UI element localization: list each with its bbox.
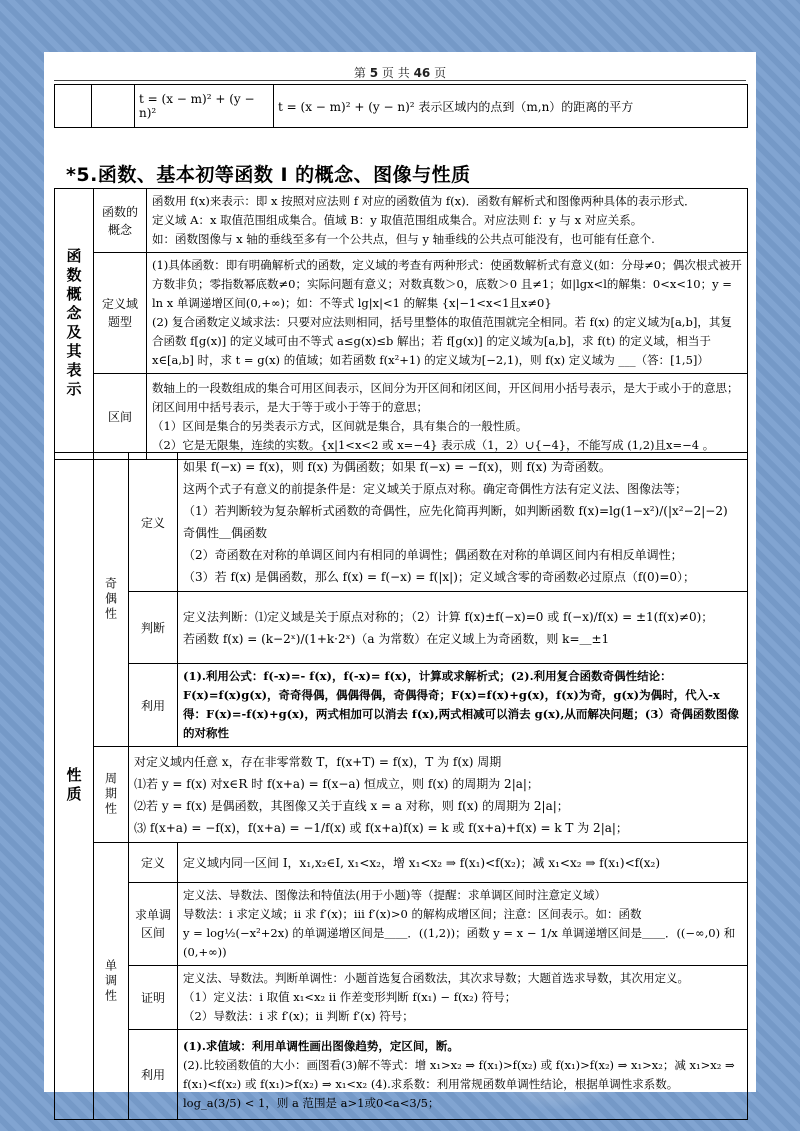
text-line: 导数法：i 求定义域；ii 求 f′(x)；iii f′(x)>0 的解构成增区间；注意：区间表示。如：函数 [183,907,642,921]
parity-def-content [178,453,748,592]
top-formula-cell: t = (x − m)² + (y − n)² [135,85,274,128]
text-line: (1)具体函数：即有明确解析式的函数，定义域的考查有两种形式：使函数解析式有意义(如：分母≠0；偶次根式被开方数非负；零指数幂底数≠0；实际问题有意义；对数真数＞0，底数＞0 且≠1；如|lgx<l的解集：0<x<10；y = ln x 单调递增区间(0,+∞)；如：不等式 lg|x|<1 的解集 {x|−1<x<1且x≠0} [152,258,742,310]
text-line: ⑴若 y = f(x) 对x∈R 时 f(x+a) = f(x−a) 恒成立，则 f(x) 的周期为 2|a|； [134,776,539,791]
text-line: （1）区间是集合的另类表示方式，区间就是集合，具有集合的一般性质。 [152,418,528,433]
text-line: ⑵若 y = f(x) 是偶函数，其图像又关于直线 x = a 对称，则 f(x) 的周期为 2|a|； [134,798,569,813]
text-line: ⑶ f(x+a) = −f(x)，f(x+a) = −1/f(x) 或 f(x+a)f(x) = k 或 f(x+a)+f(x) = k T 为 2|a|； [134,820,628,835]
concept-table [54,188,748,460]
text-line: 这两个式子有意义的前提条件是：定义域关于原点对称。确定奇偶性方法有定义法、图像法等； [183,482,688,496]
mono-def-content [178,843,748,883]
mono-use-label: 利用 [129,1030,178,1120]
header-divider [54,80,746,81]
text-line: 定义法判断：⑴定义域是关于原点对称的；（2）计算 f(x)±f(−x)=0 或 f(−x)/f(x) = ±1(f(x)≠0)； [183,609,714,624]
text-line: （2）它是无限集，连续的实数。{x|1<x<2 或 x=−4} 表示成（1，2）∪{−4}，不能写成 (1,2)且x=−4 。 [152,437,715,452]
text-line: （2）奇函数在对称的单调区间内有相同的单调性；偶函数在对称的单调区间内有相反单调性； [183,548,683,562]
row-label-interval: 区间 [94,374,147,460]
text-line: log_a(3/5) < 1，则 a 范围是 a>1或0<a<3/5； [183,1095,440,1110]
page-number: 5 [369,66,379,80]
page-header [0,64,800,81]
mono-proof-content [178,966,748,1030]
text-line: 定义法、导数法。判断单调性：小题首选复合函数法，其次求导数；大题首选求导数，其次用定义。 [183,971,689,985]
concept-group-label: 函数概念及其表示 [55,189,94,460]
text-line: y = log½(−x²+2x) 的单调递增区间是＿＿．((1,2))；函数 y = x − 1/x 单调递增区间是＿＿．((−∞,0) 和 (0,+∞)) [183,926,736,959]
header-prefix: 第 [353,66,366,80]
text-line: 定义域 A：x 取值范围组成集合。值域 B：y 取值范围组成集合。对应法则 f：y 与 x 对应关系。 [152,213,643,227]
parity-def-label: 定义 [129,453,178,592]
header-suffix: 页 [434,66,447,80]
text-line: 定义域内同一区间 I，x₁,x₂∈I, x₁<x₂，增 x₁<x₂ ⇒ f(x₁)<f(x₂)；减 x₁<x₂ ⇒ f(x₁)<f(x₂) [183,855,661,870]
top-cell-empty-2 [92,85,135,128]
text-line: (2).比较函数值的大小：画图看(3)解不等式：增 x₁>x₂ ⇒ f(x₁)>f(x₂) 或 f(x₁)>f(x₂) ⇒ x₁>x₂；减 x₁>x₂ ⇒ f(x₁)<f(x₂) 或 f(x₁)>f(x₂) ⇒ x₁<x₂ (4).求系数：利用常规函数单调性结论，根据单调性求系数。 [183,1057,735,1091]
text-line: 如：函数图像与 x 轴的垂线至多有一个公共点，但与 y 轴垂线的公共点可能没有，也可能有任意个. [152,232,655,246]
period-label: 周期性 [94,747,129,843]
parity-label: 奇偶性 [94,453,129,747]
text-line: （3）若 f(x) 是偶函数，那么 f(x) = f(−x) = f(|x|)；定义域含零的奇函数必过原点（f(0)=0）； [183,570,696,584]
mono-interval-content [178,883,748,966]
text-line: （2）导数法：i 求 f′(x)；ii 判断 f′(x) 符号； [183,1009,414,1023]
text-line: （1）若判断较为复杂解析式函数的奇偶性，应先化简再判断，如判断函数 f(x)=lg(1−x²)/(|x²−2|−2) 奇偶性＿偶函数 [183,504,728,540]
header-mid: 页 共 [381,66,410,80]
text-line: 定义法、导数法、图像法和特值法(用于小题)等（提醒：求单调区间时注意定义域） [183,888,606,902]
mono-def-label: 定义 [129,843,178,883]
text-line: (2) 复合函数定义域求法：只要对应法则相同，括号里整体的取值范围就完全相同。若 f(x) 的定义域为[a,b]，其复合函数 f[g(x)] 的定义域可由不等式 a≤g(x)≤b 解出；若 f[g(x)] 的定义域为[a,b]，求 f(t) 的定义域，相当于 x∈[a,b] 时，求 t = g(x) 的值域；如若函数 f(x²+1) 的定义域为[−2,1)，则 f(x) 定义域为 ___（答：[1,5]） [152,315,732,367]
top-cell-empty-1 [55,85,92,128]
text-line: 若函数 f(x) = (k−2ˣ)/(1+k·2ˣ)（a 为常数）在定义域上为奇函数，则 k=＿±1 [183,631,610,646]
text-line: 数轴上的一段数组成的集合可用区间表示，区间分为开区间和闭区间，开区间用小括号表示，是大于或小于的意思；闭区间用中括号表示，是大于等于或小于等于的意思； [152,380,739,414]
text-line: 如果 f(−x) = f(x)，则 f(x) 为偶函数；如果 f(−x) = −f(x)，则 f(x) 为奇函数。 [183,460,611,474]
row-label-domain: 定义域题型 [94,253,147,374]
row-content-domain [147,253,748,374]
text-line: (1).求值域：利用单调性画出图像趋势，定区间，断。 [183,1038,459,1053]
text-line: （1）定义法：i 取值 x₁<x₂ ii 作差变形判断 f(x₁) − f(x₂) 符号； [183,990,517,1004]
mono-label: 单调性 [94,843,129,1120]
top-table [54,84,748,128]
property-group-label: 性质 [55,453,94,1120]
parity-use-content [178,664,748,747]
row-content-interval [147,374,748,460]
mono-proof-label: 证明 [129,966,178,1030]
parity-judge-content [178,592,748,664]
mono-interval-label: 求单调区间 [129,883,178,966]
parity-use-label: 利用 [129,664,178,747]
page-total: 46 [413,66,431,80]
parity-judge-label: 判断 [129,592,178,664]
text-line: 函数用 f(x)来表示：即 x 按照对应法则 f 对应的函数值为 f(x)．函数有解析式和图像两种具体的表示形式． [152,194,696,208]
section-title: *5.函数、基本初等函数 I 的概念、图像与性质 [66,164,471,186]
property-table [54,452,748,1120]
period-content [129,747,748,843]
text-line: 对定义域内任意 x，存在非零常数 T，f(x+T) = f(x)，T 为 f(x) 周期 [134,754,502,769]
text-line: (1).利用公式：f(-x)=- f(x)，f(-x)= f(x)，计算或求解析式；(2).利用复合函数奇偶性结论：F(x)=f(x)g(x)，奇奇得偶，偶偶得偶，奇偶得奇；F(x)=f(x)+g(x)，f(x)为奇，g(x)为偶时，代入-x 得：F(x)=-f(x)+g(x)，两式相加可以消去 f(x),两式相减可以消去 g(x),从而解决问题；(3）奇偶函数图像的对称性 [183,669,739,740]
mono-use-content [178,1030,748,1120]
top-desc-cell: t = (x − m)² + (y − n)² 表示区域内的点到（m,n）的距离的平方 [274,85,748,128]
row-content-concept [147,189,748,253]
row-label-concept: 函数的概念 [94,189,147,253]
